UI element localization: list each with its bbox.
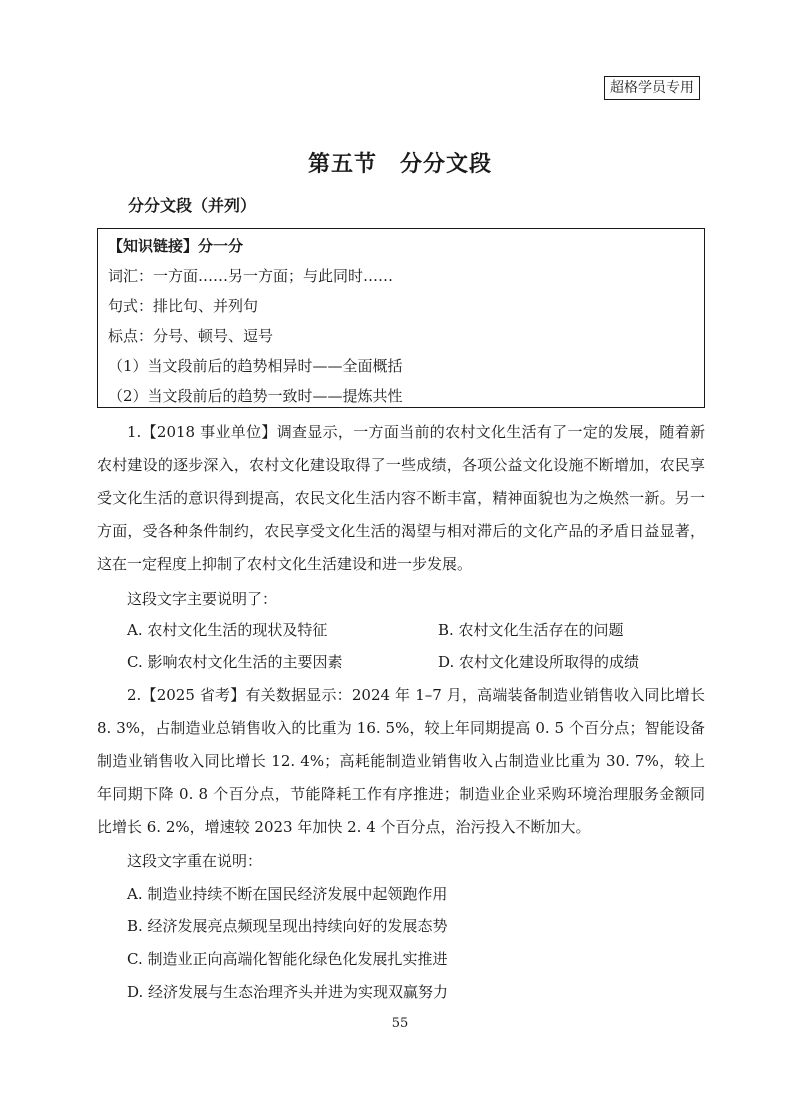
question-1-option-c[interactable]: C. 影响农村文化生活的主要因素: [127, 653, 343, 671]
question-1-option-a[interactable]: A. 农村文化生活的现状及特征: [127, 621, 328, 639]
section-title: 第五节 分分文段: [307, 152, 492, 177]
knowledge-box-heading: 【知识链接】分一分: [108, 237, 244, 255]
page-number: 55: [391, 1016, 409, 1031]
question-2-prompt: 这段文字重在说明：: [127, 852, 263, 870]
question-2-option-c[interactable]: C. 制造业正向高端化智能化绿色化发展扎实推进: [127, 950, 448, 968]
question-2-option-d[interactable]: D. 经济发展与生态治理齐头并进为实现双赢努力: [127, 983, 449, 1001]
knowledge-line-vocabulary: 词汇：一方面……另一方面；与此同时……: [108, 267, 394, 285]
knowledge-box: [97, 228, 705, 408]
question-2-option-b[interactable]: B. 经济发展亮点频现呈现出持续向好的发展态势: [127, 917, 448, 935]
question-1-prompt: 这段文字主要说明了：: [127, 590, 278, 608]
question-1-option-b[interactable]: B. 农村文化生活存在的问题: [438, 621, 624, 639]
question-2-option-a[interactable]: A. 制造业持续不断在国民经济发展中起领跑作用: [127, 885, 448, 903]
knowledge-line-sentence: 句式：排比句、并列句: [108, 297, 259, 315]
question-2-passage: 2.【2025 省考】有关数据显示：2024 年 1–7 月，高端装备制造业销售收入同比增长 8. 3%，占制造业总销售收入的比重为 16. 5%，较上年同期提高 0. 5 个百分点；智能设备制造业销售收入同比增长 12. 4%；高耗能制造业销售收入占制造业比重为 30. 7%，较上年同期下降 0. 8 个百分点，节能降耗工作有序推进；制造业企业采购环境治理服务金额同比增长 6. 2%，增速较 2023 年加快 2. 4 个百分点，治污投入不断加大。: [97, 686, 705, 836]
knowledge-line-punctuation: 标点：分号、顿号、逗号: [108, 327, 274, 345]
subsection-title: 分分文段（并列）: [128, 196, 257, 215]
knowledge-line-rule-2: （2）当文段前后的趋势一致时——提炼共性: [108, 387, 403, 405]
knowledge-line-rule-1: （1）当文段前后的趋势相异时——全面概括: [108, 357, 403, 375]
question-1-option-d[interactable]: D. 农村文化建设所取得的成绩: [438, 653, 640, 671]
student-only-tag: 超格学员专用: [604, 76, 700, 100]
question-1-passage: 1.【2018 事业单位】调查显示，一方面当前的农村文化生活有了一定的发展，随着新农村建设的逐步深入，农村文化建设取得了一些成绩，各项公益文化设施不断增加，农民享受文化生活的意识得到提高，农民文化生活内容不断丰富，精神面貌也为之焕然一新。另一方面，受各种条件制约，农民享受文化生活的渴望与相对滞后的文化产品的矛盾日益显著，这在一定程度上抑制了农村文化生活建设和进一步发展。: [97, 423, 705, 573]
